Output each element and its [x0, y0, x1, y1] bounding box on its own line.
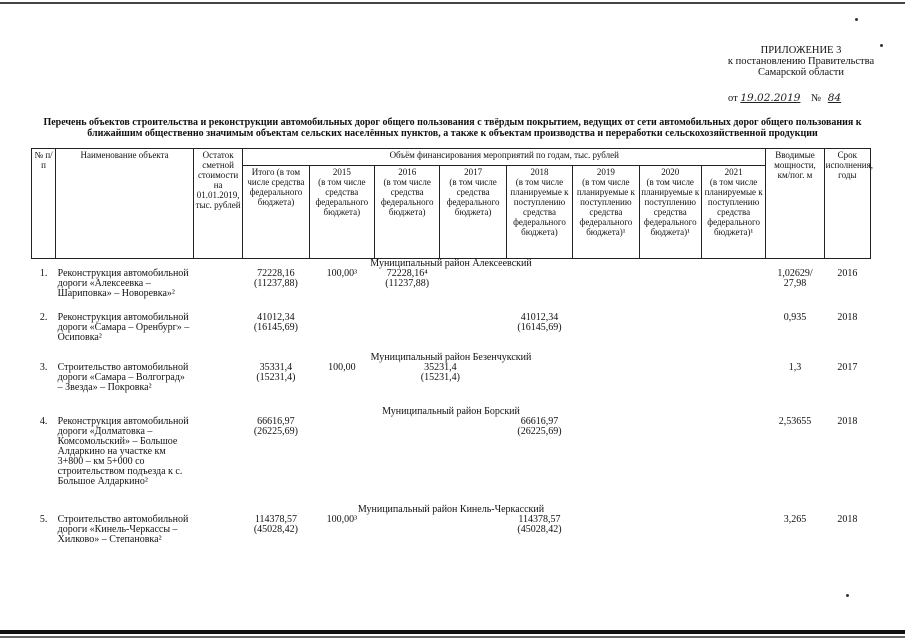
header-2020: [639, 166, 701, 259]
scan-speck: [846, 594, 849, 597]
row-2015: [309, 313, 374, 353]
row-total-value: 66616,97: [257, 416, 295, 427]
row-balance: [193, 269, 242, 313]
scan-speck: [880, 44, 883, 47]
row-2018-value: 66616,97: [520, 416, 559, 427]
row-2018: [506, 417, 572, 505]
scan-edge-bottom: [0, 630, 905, 634]
row-num: 5.: [39, 514, 48, 525]
header-total: Итого (в том числе средства федерального бюджета): [243, 166, 309, 259]
row-2018: [506, 313, 572, 353]
row-2020: [639, 363, 701, 407]
row-balance: [193, 313, 242, 353]
scan-edge-top: [0, 2, 905, 4]
row-2019: [573, 269, 639, 313]
row-2018-value: 114378,57: [518, 514, 561, 525]
row-name: Реконструкция автомобильной дороги «Самара – Оренбург» – Осиповка²: [57, 312, 190, 343]
row-total-value: 72228,16: [257, 268, 295, 279]
district-label: Муниципальный район Безенчукский: [370, 352, 532, 363]
row-2018: [506, 363, 572, 407]
row-2021: [701, 363, 765, 407]
row-balance: [193, 515, 242, 559]
document-title: [30, 117, 875, 139]
header-funding-group: Объём финансирования мероприятий по годам, тыс. рублей: [243, 149, 766, 166]
row-total-value: 114378,57: [254, 514, 297, 525]
row-2019: [573, 313, 639, 353]
header-2017-year: 2017: [464, 167, 483, 177]
row-2019: [573, 515, 639, 559]
row-total-fed: (15231,4): [256, 372, 296, 383]
row-balance: [193, 417, 242, 505]
row-total-fed: (45028,42): [253, 524, 299, 535]
row-total-value: 35331,4: [259, 362, 293, 373]
row-total: [243, 269, 309, 313]
header-num: № п/п: [32, 149, 56, 259]
row-2018-value: 41012,34: [520, 312, 559, 323]
row-2021: [701, 313, 765, 353]
row-2018-fed: (26225,69): [517, 426, 562, 437]
row-deadline: 2018: [837, 416, 858, 427]
header-2018: [506, 166, 572, 259]
row-2017: [375, 363, 507, 407]
row-2020: [639, 515, 701, 559]
row-total: [243, 515, 309, 559]
header-2018-year: 2018: [530, 167, 549, 177]
header-2021-year: 2021: [724, 167, 743, 177]
scan-speck: [855, 18, 858, 21]
header-2019-year: 2019: [596, 167, 615, 177]
district-label: Муниципальный район Кинель-Черкасский: [357, 504, 545, 515]
district-label: Муниципальный район Алексеевский: [370, 258, 532, 269]
header-2016-sub: (в том числе средства федерального бюджета): [380, 177, 434, 217]
header-2015-sub: (в том числе средства федерального бюджета): [315, 177, 369, 217]
row-2017: [440, 417, 506, 505]
row-deadline: 2017: [837, 362, 858, 373]
row-capacity: [766, 269, 824, 313]
row-capacity-value-2: 27,98: [783, 278, 807, 289]
date-number-line: [728, 92, 878, 104]
row-num: 4.: [39, 416, 48, 427]
row-2017: [440, 515, 506, 559]
row-2021: [701, 515, 765, 559]
header-2017: [440, 166, 506, 259]
row-num: 1.: [39, 268, 48, 279]
row-capacity-value: 1,02629/: [777, 268, 813, 279]
resolution-label: к постановлению Правительства: [727, 56, 875, 67]
table-row: [32, 269, 871, 313]
row-total: [243, 313, 309, 353]
region-label: Самарской области: [758, 67, 844, 78]
row-balance: [193, 363, 242, 407]
table-row: [32, 313, 871, 353]
header-2021-sub: (в том числе планируемые к поступлению средства федерального бюджета)¹: [704, 177, 763, 237]
row-2015: 100,00: [328, 362, 356, 373]
header-2016: [375, 166, 440, 259]
row-capacity: 0,935: [783, 312, 807, 323]
row-2016-fed: (11237,88): [385, 278, 430, 289]
row-name: Строительство автомобильной дороги «Кинель-Черкассы – Хилково» – Степановка²: [57, 514, 189, 545]
objects-table: [31, 148, 871, 559]
row-2020: [639, 269, 701, 313]
district-label: Муниципальный район Борский: [382, 406, 520, 417]
row-2015: [309, 417, 374, 505]
row-name: Реконструкция автомобильной дороги «Долматовка – Комсомольский» – Большое Алдаркино на участке км 3+800 – км 5+000 со строительством подъезда к с. Большое Алдаркино²: [57, 416, 189, 487]
row-2019: [573, 417, 639, 505]
row-2018: [506, 515, 572, 559]
row-2017: [440, 313, 506, 353]
table-row: [32, 515, 871, 559]
row-2020: [639, 417, 701, 505]
row-total: [243, 363, 309, 407]
table-row: [32, 417, 871, 505]
row-2018-fed: (45028,42): [517, 524, 562, 535]
header-balance: Остаток сметной стоимости на 01.01.2019, тыс. рублей: [193, 149, 242, 259]
date-prefix: от: [728, 93, 738, 104]
header-2019-sub: (в том числе планируемые к поступлению средства федерального бюджета)¹: [576, 177, 635, 237]
row-capacity: 3,265: [783, 514, 807, 525]
title-line-1: Перечень объектов строительства и реконструкции автомобильных дорог общего пользования с твёрдым покрытием, ведущих от сети автомобильных дорог общего пользования к: [43, 117, 862, 128]
row-total-fed: (11237,88): [254, 278, 298, 289]
appendix-label: ПРИЛОЖЕНИЕ 3: [760, 45, 842, 56]
row-total-value: 41012,34: [257, 312, 295, 323]
row-total-fed: (16145,69): [253, 322, 299, 333]
row-2017-fed: (15231,4): [420, 372, 460, 383]
row-deadline: 2016: [837, 268, 858, 279]
header-name: Наименование объекта: [56, 149, 194, 259]
scan-edge-line: [0, 636, 905, 638]
row-num: 3.: [39, 362, 48, 373]
header-2020-year: 2020: [661, 167, 680, 177]
row-capacity: 2,53655: [778, 416, 812, 427]
row-2016: [375, 269, 440, 313]
row-deadline: 2018: [837, 312, 858, 323]
header-2021: [701, 166, 765, 259]
row-2020: [639, 313, 701, 353]
row-name: Реконструкция автомобильной дороги «Алексеевка – Шариповка» – Новоревка»²: [57, 268, 189, 299]
row-2016: [375, 417, 440, 505]
date-value: 19.02.2019: [740, 92, 801, 104]
row-capacity: 1,3: [788, 362, 802, 373]
number-value: 84: [827, 92, 842, 104]
title-line-2: ближайшим общественно значимым объектам сельских населённых пунктов, а также к объектам производства и переработки сельскохозяйственной продукции: [87, 128, 818, 139]
row-total: [243, 417, 309, 505]
row-2017-value: 35231,4: [424, 362, 457, 373]
row-2015: 100,00³: [326, 268, 358, 279]
row-2016-value: 72228,16⁴: [386, 268, 428, 279]
header-2015: [309, 166, 374, 259]
number-prefix: №: [811, 93, 822, 104]
row-deadline: 2018: [837, 514, 858, 525]
header-2019: [573, 166, 639, 259]
header-2015-year: 2015: [332, 167, 351, 177]
row-name: Строительство автомобильной дороги «Самара – Волгоград» – Звезда» – Покровка²: [57, 362, 189, 393]
row-2021: [701, 417, 765, 505]
row-2017: [440, 269, 506, 313]
row-total-fed: (26225,69): [253, 426, 299, 437]
header-2020-sub: (в том числе планируемые к поступлению средства федерального бюджета)¹: [641, 177, 700, 237]
row-2016: [375, 313, 440, 353]
appendix-header: [726, 45, 876, 78]
header-2017-sub: (в том числе средства федерального бюджета): [446, 177, 500, 217]
row-2019: [573, 363, 639, 407]
header-2016-year: 2016: [398, 167, 417, 177]
row-2021: [701, 269, 765, 313]
row-2018-fed: (16145,69): [517, 322, 562, 333]
row-2016: [375, 515, 440, 559]
header-deadline: Срок исполнения, годы: [824, 149, 870, 259]
header-capacity: Вводимые мощности, км/пог. м: [766, 149, 824, 259]
row-2015: 100,00³: [326, 514, 358, 525]
table-row: [32, 363, 871, 407]
header-2018-sub: (в том числе планируемые к поступлению средства федерального бюджета): [510, 177, 569, 237]
row-num: 2.: [39, 312, 48, 323]
row-2018: [506, 269, 572, 313]
